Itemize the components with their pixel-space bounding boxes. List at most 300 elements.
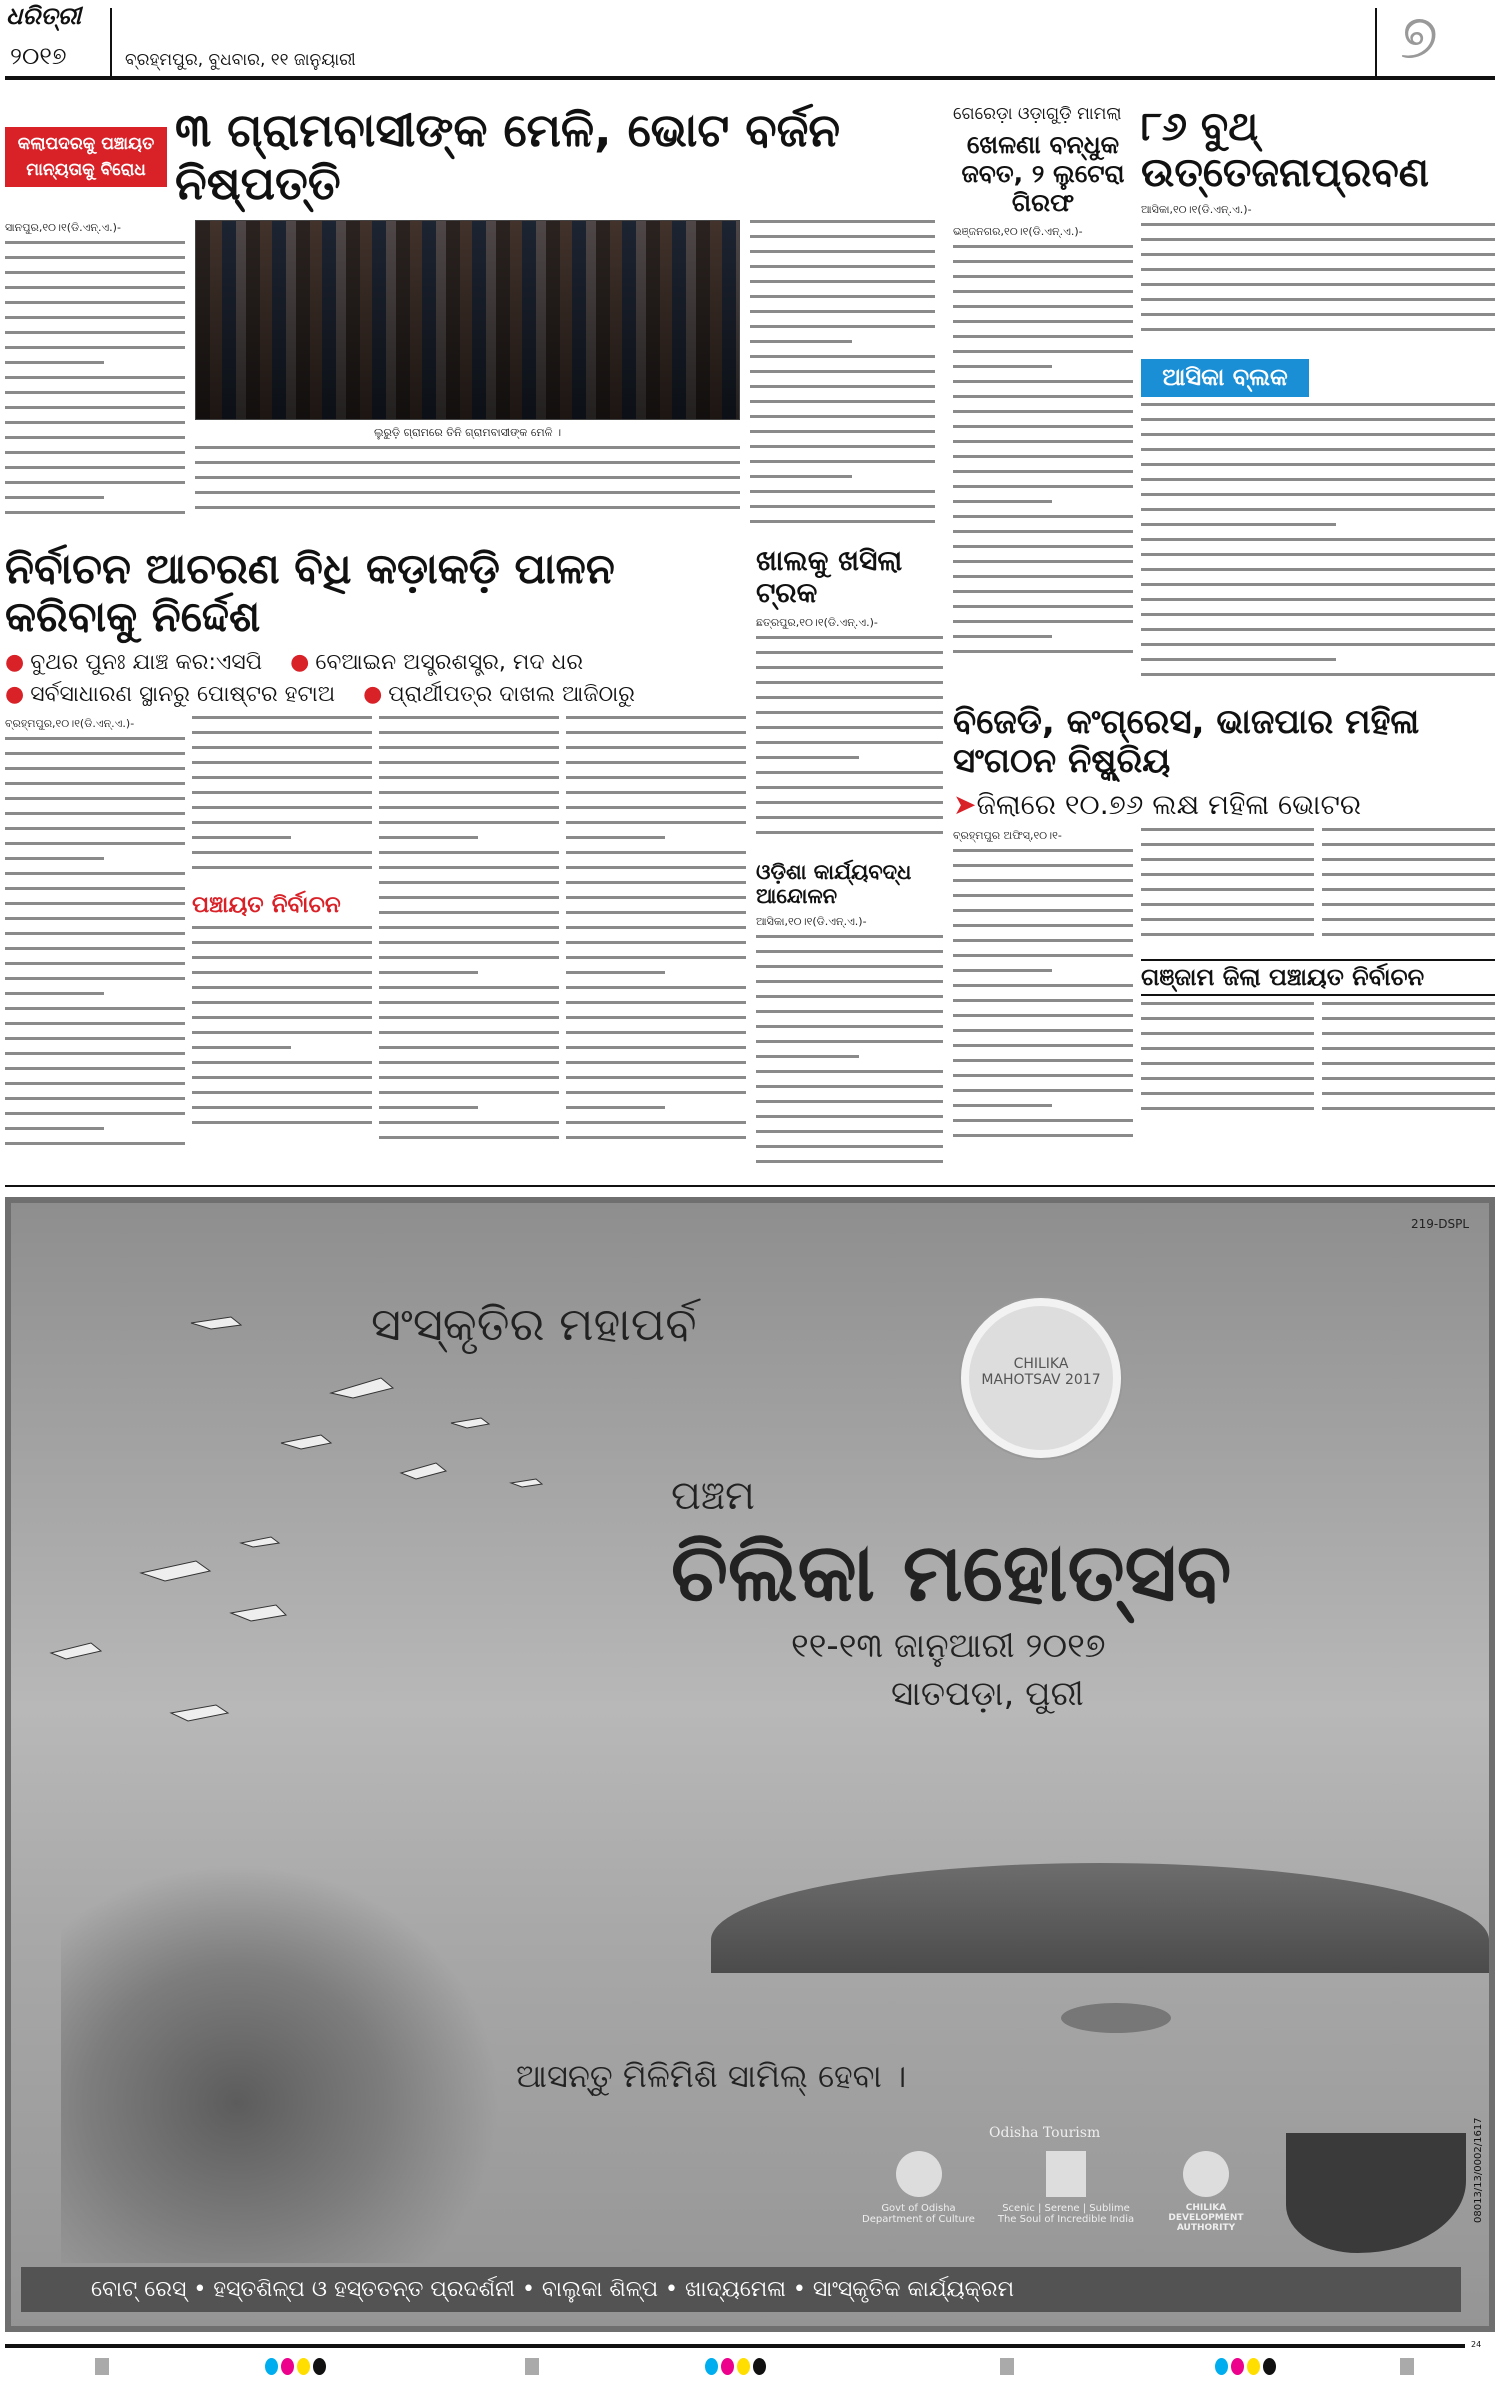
text-line <box>953 909 1133 912</box>
text-line <box>1322 873 1495 876</box>
sponsor-tourism-logo <box>991 2151 1141 2225</box>
text-line <box>1322 1062 1495 1065</box>
sponsor-line: Govt of Odisha <box>881 2203 956 2215</box>
text-line <box>5 436 185 439</box>
text-line <box>1141 448 1495 451</box>
sponsor-odisha-tourism-top: Odisha Tourism <box>989 2125 1101 2142</box>
text-line <box>5 932 185 935</box>
story3-headline: ୮୬ ବୁଥ୍ ଉତ୍ତେଜନାପ୍ରବଣ <box>1141 104 1429 196</box>
text-line <box>1141 933 1314 936</box>
text-line <box>1141 658 1336 661</box>
text-line <box>953 635 1052 638</box>
text-line <box>195 461 740 464</box>
bottom-rule <box>5 2344 1465 2348</box>
text-line <box>1141 1062 1314 1065</box>
text-line <box>1322 903 1495 906</box>
text-line <box>1322 843 1495 846</box>
text-line <box>5 962 185 965</box>
text-line <box>192 776 372 779</box>
text-line <box>953 380 1133 383</box>
text-line <box>192 791 372 794</box>
story1-head <box>5 104 943 210</box>
ad-edition: ପଞ୍ଚମ <box>671 1473 755 1520</box>
story3-box-label: ଆସିକା ବ୍ଲକ <box>1141 359 1309 397</box>
story4-bullet: ● ବୁଥର ପୁନଃ ଯାଞ୍ଚ କର:ଏସପି <box>5 649 262 677</box>
text-line <box>5 1007 185 1010</box>
text-line <box>1141 538 1495 541</box>
text-line <box>5 1022 185 1025</box>
text-line <box>5 812 185 815</box>
text-line <box>192 941 372 944</box>
text-line <box>953 260 1133 263</box>
text-line <box>192 851 372 854</box>
text-line <box>953 924 1133 927</box>
text-line <box>1141 553 1495 556</box>
ad-tagline: ସଂସ୍କୃତିର ମହାପର୍ବ <box>371 1297 697 1352</box>
text-line <box>953 395 1133 398</box>
story7-columns <box>953 828 1495 1149</box>
text-line <box>192 716 372 719</box>
text-line <box>756 666 943 669</box>
text-line <box>953 954 1133 957</box>
text-line <box>5 1112 185 1115</box>
text-line <box>1141 613 1495 616</box>
sponsor-cda-logo <box>1151 2151 1261 2233</box>
sponsor-culture-logo <box>851 2151 986 2225</box>
cmyk-registration-mark <box>705 2358 766 2375</box>
story4-columns <box>5 716 746 1157</box>
text-line <box>953 440 1133 443</box>
text-line <box>750 520 935 523</box>
text-line <box>756 980 943 983</box>
sponsor-line: DEVELOPMENT AUTHORITY <box>1168 2213 1244 2234</box>
text-line <box>5 256 185 259</box>
story3-dateline: ଆସିକା,୧୦।୧(ଡି.ଏନ୍.ଏ.)- <box>1141 203 1252 216</box>
text-line <box>750 475 852 478</box>
text-line <box>953 275 1133 278</box>
text-line <box>379 1106 478 1109</box>
text-line <box>953 530 1133 533</box>
text-line <box>5 496 104 499</box>
text-line <box>379 941 559 944</box>
chilika-mahotsav-advert <box>5 1197 1495 2332</box>
story2 <box>953 104 1133 665</box>
chilika-mahotsav-logo: CHILIKA MAHOTSAV 2017 <box>961 1298 1121 1458</box>
text-line <box>1141 313 1495 316</box>
text-line <box>566 881 746 884</box>
text-line <box>750 355 935 358</box>
text-line <box>566 1046 746 1049</box>
text-line <box>756 1130 943 1133</box>
story4-bullet: ● ବେଆଇନ ଅସ୍ତ୍ରଶସ୍ତ୍ର, ମଦ ଧର <box>290 649 583 677</box>
text-line <box>5 1082 185 1085</box>
text-line <box>1141 628 1495 631</box>
text-line <box>5 316 185 319</box>
text-line <box>5 1067 185 1070</box>
story7-col1 <box>953 828 1133 1149</box>
text-line <box>195 491 740 494</box>
text-line <box>953 545 1133 548</box>
text-line <box>953 1104 1052 1107</box>
text-line <box>1141 568 1495 571</box>
text-line <box>5 271 185 274</box>
text-line <box>1141 643 1495 646</box>
text-line <box>750 220 935 223</box>
masthead-divider <box>110 8 112 76</box>
story2-headline: ଖେଳଣା ବନ୍ଧୁକ ଜବତ, ୨ ଲୁଟେରା ଗିରଫ <box>961 130 1125 217</box>
masthead-divider-right <box>1375 8 1377 76</box>
story1-headline: ୩ ଗ୍ରାମବାସୀଙ୍କ ମେଳି, ଭୋଟ ବର୍ଜନ ନିଷ୍ପତ୍ତି <box>175 103 841 210</box>
text-line <box>750 505 935 508</box>
text-line <box>1322 1002 1495 1005</box>
text-line <box>5 782 185 785</box>
masthead-year: ୨୦୧୭ <box>10 42 67 70</box>
text-line <box>192 836 291 839</box>
text-line <box>953 365 1052 368</box>
text-line <box>953 1029 1133 1032</box>
text-line <box>379 956 559 959</box>
text-line <box>953 1014 1133 1017</box>
text-line <box>750 295 935 298</box>
text-line <box>1322 1017 1495 1020</box>
text-line <box>5 767 185 770</box>
story2-dateline: ଭଞ୍ଜନଗର,୧୦।୧(ଡି.ଏନ୍.ଏ.)- <box>953 224 1083 238</box>
text-line <box>566 896 746 899</box>
text-line <box>750 265 935 268</box>
text-line <box>953 320 1133 323</box>
text-line <box>953 1044 1133 1047</box>
text-line <box>953 864 1133 867</box>
text-line <box>566 746 746 749</box>
text-line <box>566 986 746 989</box>
story6-dateline: ଆସିକା,୧୦।୧(ଡି.ଏନ୍.ଏ.)- <box>756 915 867 929</box>
text-line <box>756 1025 943 1028</box>
text-line <box>379 791 559 794</box>
text-line <box>5 947 185 950</box>
text-line <box>1322 933 1495 936</box>
text-line <box>5 241 185 244</box>
text-line <box>1141 478 1495 481</box>
text-line <box>5 391 185 394</box>
text-line <box>953 425 1133 428</box>
text-line <box>379 776 559 779</box>
story3 <box>1141 104 1495 693</box>
text-line <box>756 771 943 774</box>
story1-body-right <box>750 220 935 535</box>
story4-body-col1 <box>5 737 185 1157</box>
odisha-tourism-icon <box>1046 2151 1086 2197</box>
island-temple-photo <box>711 1863 1489 1973</box>
text-line <box>756 995 943 998</box>
text-line <box>566 911 746 914</box>
dolphins-illustration <box>1061 2003 1171 2033</box>
text-line <box>953 650 1133 653</box>
text-line <box>192 1031 372 1034</box>
text-line <box>756 1115 943 1118</box>
page-number: ୭ <box>1400 0 1438 73</box>
story4-headline: ନିର୍ବାଚନ ଆଚରଣ ବିଧି କଡ଼ାକଡ଼ି ପାଳନ କରିବାକୁ ନିର୍ଦ୍ଦେଶ <box>5 543 615 642</box>
text-line <box>756 965 943 968</box>
text-line <box>192 926 372 929</box>
text-line <box>566 806 746 809</box>
text-line <box>953 984 1133 987</box>
text-line <box>1141 298 1495 301</box>
text-line <box>756 1085 943 1088</box>
text-line <box>953 1059 1133 1062</box>
story1-body-row <box>5 220 943 535</box>
text-line <box>379 1046 559 1049</box>
text-line <box>192 746 372 749</box>
text-line <box>756 831 943 834</box>
text-line <box>379 836 478 839</box>
text-line <box>756 1040 943 1043</box>
text-line <box>1322 1107 1495 1110</box>
text-line <box>379 881 559 884</box>
text-line <box>750 460 935 463</box>
text-line <box>1141 268 1495 271</box>
story1-body-cont <box>195 446 740 531</box>
text-line <box>1141 843 1314 846</box>
text-line <box>566 956 746 959</box>
registration-square <box>95 2358 109 2375</box>
story7-body-col2c <box>1141 1002 1314 1132</box>
text-line <box>953 1119 1133 1122</box>
cmyk-registration-mark <box>265 2358 326 2375</box>
text-line <box>1141 598 1495 601</box>
text-line <box>953 290 1133 293</box>
story1-body <box>5 241 185 531</box>
story1-col1 <box>5 220 185 531</box>
text-line <box>5 331 185 334</box>
text-line <box>379 911 559 914</box>
text-line <box>1141 418 1495 421</box>
text-line <box>750 445 935 448</box>
story5-body <box>756 636 943 846</box>
text-line <box>379 761 559 764</box>
story4-body-col3 <box>379 716 559 1156</box>
story1-dateline: ସାନପୁର,୧୦।୧(ଡି.ଏନ୍.ଏ.)- <box>5 220 121 234</box>
story7-lower <box>1141 1002 1495 1132</box>
text-line <box>750 400 935 403</box>
text-line <box>566 776 746 779</box>
text-line <box>192 821 372 824</box>
text-line <box>379 866 559 869</box>
text-line <box>5 376 185 379</box>
text-line <box>953 305 1133 308</box>
text-line <box>5 902 185 905</box>
text-line <box>566 1136 746 1139</box>
story4-inset-label: ପଞ୍ଚାୟତ ନିର୍ବାଚନ <box>192 892 341 919</box>
text-line <box>379 1091 559 1094</box>
text-line <box>566 836 665 839</box>
text-line <box>953 485 1133 488</box>
story4-dateline: ବ୍ରହ୍ମପୁର,୧୦।୧(ଡି.ଏନ୍.ଏ.)- <box>5 717 135 731</box>
registration-square <box>1000 2358 1014 2375</box>
text-line <box>566 1016 746 1019</box>
text-line <box>1322 1032 1495 1035</box>
text-line <box>1141 1032 1314 1035</box>
text-line <box>756 1160 943 1163</box>
story4 <box>5 545 746 1158</box>
text-line <box>566 1106 665 1109</box>
text-line <box>953 575 1133 578</box>
text-line <box>1141 828 1314 831</box>
story7-body-col1 <box>953 849 1133 1149</box>
text-line <box>5 361 104 364</box>
text-line <box>750 325 935 328</box>
arrow-icon: ➤ <box>953 787 977 821</box>
sponsor-line: The Soul of Incredible India <box>997 2214 1135 2226</box>
text-line <box>1141 493 1495 496</box>
story7-headline: ବିଜେଡି, କଂଗ୍ରେସ, ଭାଜପାର ମହିଳା ସଂଗଠନ ନିଷ୍କ୍ରିୟ <box>953 701 1420 781</box>
text-line <box>756 696 943 699</box>
text-line <box>953 849 1133 852</box>
story4-bullets <box>5 649 746 708</box>
text-line <box>5 737 185 740</box>
text-line <box>5 406 185 409</box>
text-line <box>566 791 746 794</box>
page-code: 24 <box>1471 2340 1482 2350</box>
text-line <box>192 731 372 734</box>
text-line <box>1141 1017 1314 1020</box>
news-section <box>5 104 1495 1175</box>
text-line <box>756 1070 943 1073</box>
text-line <box>1141 873 1314 876</box>
text-line <box>1141 433 1495 436</box>
text-line <box>5 301 185 304</box>
lower-left-row <box>5 545 943 1176</box>
text-line <box>1141 888 1314 891</box>
story4-bullet: ● ପ୍ରାର୍ଥୀପତ୍ର ଦାଖଲ ଆଜିଠାରୁ <box>363 681 635 709</box>
text-line <box>379 1016 559 1019</box>
story5-headline: ଖାଲକୁ ଖସିଲା ଟ୍ରକ <box>756 543 903 609</box>
ad-reg-code: 08013/13/0002/1617 <box>1473 2117 1484 2224</box>
text-line <box>1141 508 1495 511</box>
text-line <box>5 1037 185 1040</box>
dancers-illustration <box>61 1863 501 2263</box>
text-line <box>192 761 372 764</box>
text-line <box>1322 1047 1495 1050</box>
text-line <box>1141 403 1495 406</box>
text-line <box>379 731 559 734</box>
print-marks <box>5 2340 1495 2389</box>
story4-col1 <box>5 716 185 1157</box>
text-line <box>5 797 185 800</box>
ad-venue: ସାତପଡ଼ା, ପୁରୀ <box>891 1673 1084 1714</box>
text-line <box>192 1076 372 1079</box>
right-part <box>953 104 1495 1149</box>
text-line <box>192 986 372 989</box>
text-line <box>953 515 1133 518</box>
ad-title: ଚିଲିକା ମହୋତ୍ସବ <box>671 1526 1232 1620</box>
text-line <box>566 716 746 719</box>
story7-col23 <box>1141 828 1495 1133</box>
text-line <box>566 1121 746 1124</box>
text-line <box>953 620 1133 623</box>
text-line <box>953 590 1133 593</box>
text-line <box>756 681 943 684</box>
text-line <box>756 786 943 789</box>
text-line <box>1141 328 1495 331</box>
text-line <box>953 455 1133 458</box>
text-line <box>1141 903 1314 906</box>
text-line <box>756 741 943 744</box>
text-line <box>192 866 372 869</box>
text-line <box>5 286 185 289</box>
text-line <box>953 1089 1133 1092</box>
text-line <box>1141 523 1336 526</box>
story6-headline: ଓଡ଼ିଶା କାର୍ଯ୍ୟବଦ୍ଧ ଆନ୍ଦୋଳନ <box>756 860 912 909</box>
story1-photo-caption: ଲୁରୁଡ଼ି ଗ୍ରାମରେ ତିନି ଗ୍ରାମବାସୀଙ୍କ ମେଳି । <box>373 425 562 439</box>
text-line <box>5 827 185 830</box>
left-part <box>5 104 943 1175</box>
registration-square <box>1400 2358 1414 2375</box>
text-line <box>379 821 559 824</box>
text-line <box>953 999 1133 1002</box>
ad-top-rule <box>5 1185 1495 1187</box>
text-line <box>195 476 740 479</box>
story5-dateline: ଛତ୍ରପୁର,୧୦।୧(ଡି.ଏନ୍.ଏ.)- <box>756 616 878 630</box>
text-line <box>756 756 859 759</box>
story7 <box>953 703 1495 1149</box>
text-line <box>379 746 559 749</box>
story4-body-col2b <box>192 926 372 1146</box>
text-line <box>953 894 1133 897</box>
text-line <box>5 752 185 755</box>
text-line <box>756 1055 859 1058</box>
text-line <box>750 235 935 238</box>
text-line <box>5 917 185 920</box>
ad-invite: ଆସନ୍ତୁ ମିଳିମିଶି ସାମିଲ୍ ହେବା । <box>516 2057 907 2096</box>
text-line <box>379 926 559 929</box>
text-line <box>1322 1077 1495 1080</box>
text-line <box>953 335 1133 338</box>
text-line <box>1141 463 1495 466</box>
sponsor-line: Department of Culture <box>862 2214 975 2226</box>
text-line <box>379 1061 559 1064</box>
text-line <box>192 956 372 959</box>
text-line <box>566 1031 746 1034</box>
story1-kicker: କଲାପଦରକୁ ପଞ୍ଚାୟତ ମାନ୍ୟତାକୁ ବିରୋଧ <box>5 127 167 187</box>
text-line <box>1322 1092 1495 1095</box>
text-line <box>192 1091 372 1094</box>
text-line <box>1322 888 1495 891</box>
text-line <box>5 466 185 469</box>
text-line <box>192 1106 372 1109</box>
text-line <box>1141 1092 1314 1095</box>
text-line <box>5 451 185 454</box>
text-line <box>1141 1107 1314 1110</box>
story4-col2 <box>192 716 372 1146</box>
govt-odisha-emblem-icon <box>896 2151 942 2197</box>
text-line <box>953 879 1133 882</box>
text-line <box>379 1121 559 1124</box>
text-line <box>756 950 943 953</box>
text-line <box>566 866 746 869</box>
text-line <box>5 992 104 995</box>
text-line <box>953 245 1133 248</box>
text-line <box>5 887 185 890</box>
text-line <box>953 1074 1133 1077</box>
text-line <box>1141 223 1495 226</box>
text-line <box>5 481 185 484</box>
text-line <box>1141 858 1314 861</box>
sponsor-line: Scenic | Serene | Sublime <box>1002 2203 1130 2215</box>
middle-column <box>756 545 943 1176</box>
text-line <box>5 421 185 424</box>
text-line <box>566 761 746 764</box>
text-line <box>756 1010 943 1013</box>
